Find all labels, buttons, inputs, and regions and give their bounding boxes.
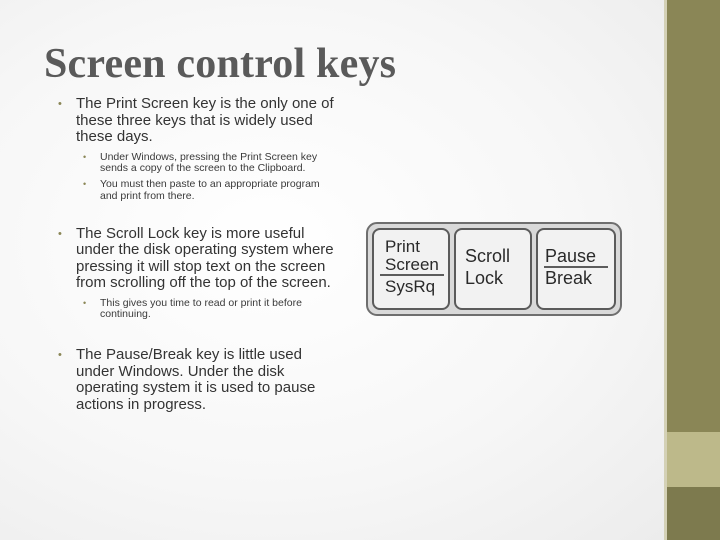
key-name: Scroll Lock [106, 224, 180, 242]
key-label: Print [385, 237, 420, 256]
bullet-prefix: The [76, 95, 107, 112]
side-accent-block-light [667, 432, 720, 487]
key-name: Print Screen [106, 95, 189, 112]
scroll-lock-key [455, 229, 531, 309]
slide-body [56, 96, 346, 413]
bullet-text: key is the only one of these three keys that is widely used these days. [76, 95, 334, 145]
print-screen-key [373, 229, 449, 309]
bullet-scroll-lock [56, 226, 338, 292]
bullet-marker: • [58, 98, 62, 110]
sub-bullet-text: This gives you time to read or print it before continuing. [100, 296, 302, 321]
sub-bullet [56, 152, 332, 176]
sub-bullet [56, 179, 332, 203]
bullet-text: key is more useful under the disk operating system where pressing it will stop text on the screen from scrolling off the top of the screen. [76, 224, 334, 292]
side-accent-block-dark [667, 487, 720, 540]
bullet-marker: • [83, 297, 87, 308]
key-label: Lock [465, 268, 504, 288]
bullet-prefix: The [76, 346, 107, 364]
key-label: Break [545, 268, 593, 288]
key-label: SysRq [385, 277, 436, 296]
sub-bullet-text: You must then paste to an appropriate program and print from there. [100, 178, 320, 202]
bullet-marker: • [58, 227, 62, 240]
bullet-pause-break [56, 347, 338, 413]
pause-break-key [537, 229, 615, 309]
bullet-prefix: The [76, 224, 107, 242]
key-label: Screen [385, 255, 439, 274]
key-label: Pause [545, 246, 597, 266]
key-label: Scroll [465, 246, 511, 266]
key-name: Pause/Break [106, 346, 192, 364]
bullet-text: key is little used under Windows. Under the disk operating system it is used to pause actions in progress. [76, 346, 316, 413]
bullet-marker: • [58, 349, 62, 362]
bullet-marker: • [83, 179, 87, 190]
bullet-marker: • [83, 151, 87, 162]
bullet-print-screen [56, 96, 346, 146]
keyboard-keys-image [366, 222, 622, 316]
sub-bullet [56, 298, 332, 322]
sub-bullet-text: Under Windows, pressing the Print Screen key sends a copy of the screen to the Clipboard. [100, 150, 318, 175]
slide-title: Screen control keys [44, 41, 397, 87]
